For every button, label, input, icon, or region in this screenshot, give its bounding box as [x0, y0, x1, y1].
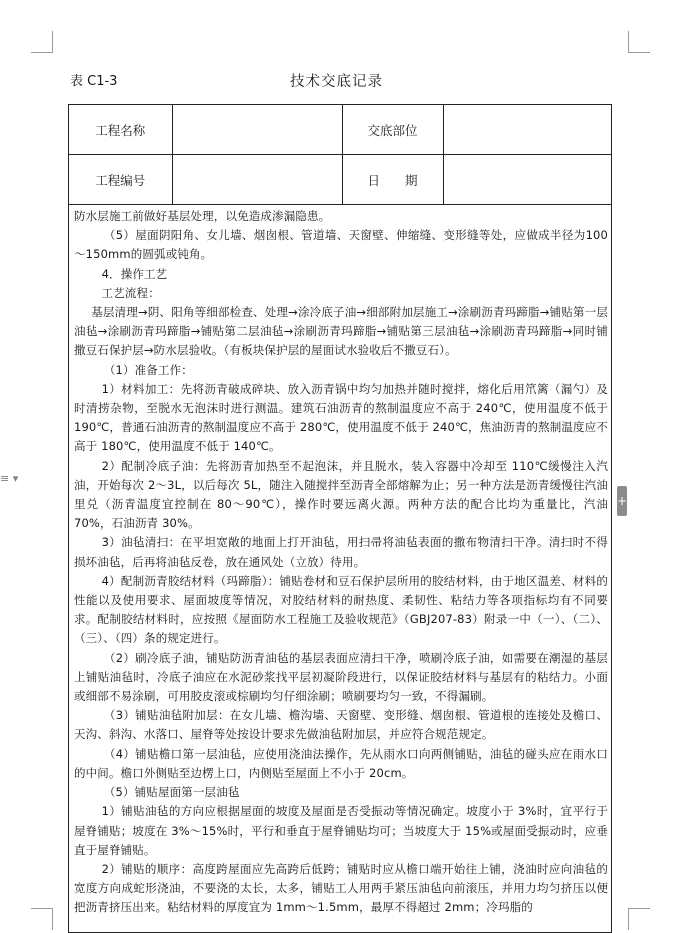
- expand-tab-button[interactable]: +: [617, 486, 627, 516]
- paragraph: 防水层施工前做好基层处理，以免造成渗漏隐患。: [74, 209, 331, 223]
- subsection-heading: 工艺流程：: [101, 285, 160, 300]
- page-title: 技术交底记录: [290, 74, 383, 90]
- date-label: 日 期: [342, 155, 443, 205]
- paragraph: （5）屋面阴阳角、女儿墙、烟囱根、管道墙、天窗壁、伸缩缝、变形缝等处，应做成半径为100～150mm的圆弧或钝角。: [74, 228, 608, 262]
- paragraph: 2）铺贴的顺序：高度跨屋面应先高跨后低跨；铺贴时应从檐口端开始往上铺，浇油时应向油毡的宽度方向成蛇形浇油，不要浇的太长，太多，铺贴工人用两手紧压油毡向前滚压，并用力均匀挤压以便把沥青挤压出来。粘结材料的厚度宜为 1mm～1.5mm，最厚不得超过 2mm；冷玛脂的: [74, 861, 608, 915]
- paragraph: 1）铺贴油毡的方向应根据屋面的坡度及屋面是否受振动等情况确定。坡度小于 3%时，宜平行于屋脊铺贴；坡度在 3%～15%时，平行和垂直于屋脊铺贴均可；当坡度大于 15%或屋面受振动时，应垂直于屋脊铺贴。: [74, 804, 608, 857]
- subsection-heading: （1）准备工作：: [103, 362, 193, 377]
- crop-mark-bottom-left-v: [52, 908, 53, 930]
- crop-mark-top-right-v: [628, 31, 629, 53]
- project-no-label: 工程编号: [69, 155, 172, 205]
- crop-mark-bottom-right-v: [628, 908, 629, 930]
- crop-mark-top-left-v: [52, 31, 53, 53]
- form-code: 表 C1-3: [70, 74, 118, 89]
- disclosure-form: [68, 104, 612, 933]
- content-body: [74, 207, 608, 918]
- crop-mark-bottom-left-h: [31, 908, 53, 909]
- paragraph: 4）配制沥青胶结材料（玛蹄脂）：铺贴卷材和豆石保护层所用的胶结材料，由于地区温差、材料的性能以及使用要求、屋面坡度等情况，对胶结材料的耐热度、柔韧性、粘结力等各项指标均有不同要求。配制胶结材料时，应按照《屋面防水工程施工及验收规范》（GBJ207-83）附录一中（一）、（二）、（三）、（四）条的规定进行。: [74, 573, 608, 646]
- paragraph: 基层清理→阴、阳角等细部检查、处理→涂冷底子油→细部附加层施工→涂刷沥青玛蹄脂→铺贴第一层油毡→涂刷沥青玛蹄脂→铺贴第二层油毡→涂刷沥青玛蹄脂→铺贴第三层油毡→涂刷沥青玛蹄脂→同时铺撒豆石保护层→防水层验收。（有板块保护层的屋面试水验收后不撒豆石）。: [74, 305, 608, 358]
- info-row-1: [69, 105, 611, 155]
- paragraph: 1）材料加工：先将沥青破成碎块、放入沥青锅中均匀加热并随时搅拌，熔化后用笊篱（漏勺）及时清捞杂物，至脱水无泡沫时进行测温。建筑石油沥青的熬制温度应不高于 240℃，使用温度不低于 190℃，普通石油沥青的熬制温度应不高于 280℃，使用温度不低于 240℃，焦油沥青的熬制温度应不高于 180℃，使用温度不低于 140℃。: [74, 381, 608, 454]
- paragraph: （2）刷冷底子油，铺贴防沥青油毡的基层表面应清扫干净，喷刷冷底子油，如需要在潮湿的基层上铺贴油毡时，冷底子油应在水泥砂浆找平层初凝阶段进行，以保证胶结材料与基层有的粘结力。小面或细部不易涂刷，可用胶皮滚或棕刷均匀仔细涂刷；喷刷要均匀一致，不得漏刷。: [74, 650, 608, 704]
- info-row-2: [69, 155, 611, 205]
- paragraph: 2）配制冷底子油：先将沥青加热至不起泡沫，并且脱水，装入容器中冷却至 110℃缓慢注入汽油，开始每次 2～3L，以后每次 5L，随注入随搅拌至沥青全部熔解为止；另一种方法是沥青缓慢往汽油里兑（沥青温度宜控制在 80～90℃），操作时要远离火源。两种方法的配合比均为重量比，汽油 70%，石油沥青 30%。: [74, 458, 608, 531]
- crop-mark-top-left-h: [31, 52, 53, 53]
- subsection-heading: （5）铺贴屋面第一层油毡: [103, 785, 240, 800]
- crop-mark-top-right-h: [628, 52, 650, 53]
- project-no-value[interactable]: [172, 155, 342, 205]
- location-value[interactable]: [443, 105, 611, 155]
- paragraph: 3）油毡清扫：在平坦宽敞的地面上打开油毡，用扫帚将油毡表面的撒布物清扫干净。清扫时不得损坏油毡，后再将油毡反卷，放在通风处（立放）待用。: [74, 535, 608, 569]
- info-table: [69, 105, 611, 205]
- project-name-value[interactable]: [172, 105, 342, 155]
- project-name-label: 工程名称: [69, 105, 172, 155]
- paragraph: （3）铺贴油毡附加层：在女儿墙、檐沟墙、天窗壁、变形缝、烟囱根、管道根的连接处及檐口、天沟、斜沟、水落口、屋脊等处按设计要求先做油毡附加层，并应符合规范规定。: [74, 708, 608, 742]
- left-margin-marker[interactable]: ≡ ▾: [0, 472, 19, 485]
- section-heading: 4．操作工艺: [101, 266, 168, 281]
- paragraph: （4）铺贴檐口第一层油毡，应使用浇油法操作，先从雨水口向两侧铺贴，油毡的碰头应在雨水口的中间。檐口外侧贴至边楞上口，内侧贴至屋面上不小于 20cm。: [74, 746, 608, 780]
- date-value[interactable]: [443, 155, 611, 205]
- crop-mark-bottom-right-h: [628, 908, 650, 909]
- location-label: 交底部位: [342, 105, 443, 155]
